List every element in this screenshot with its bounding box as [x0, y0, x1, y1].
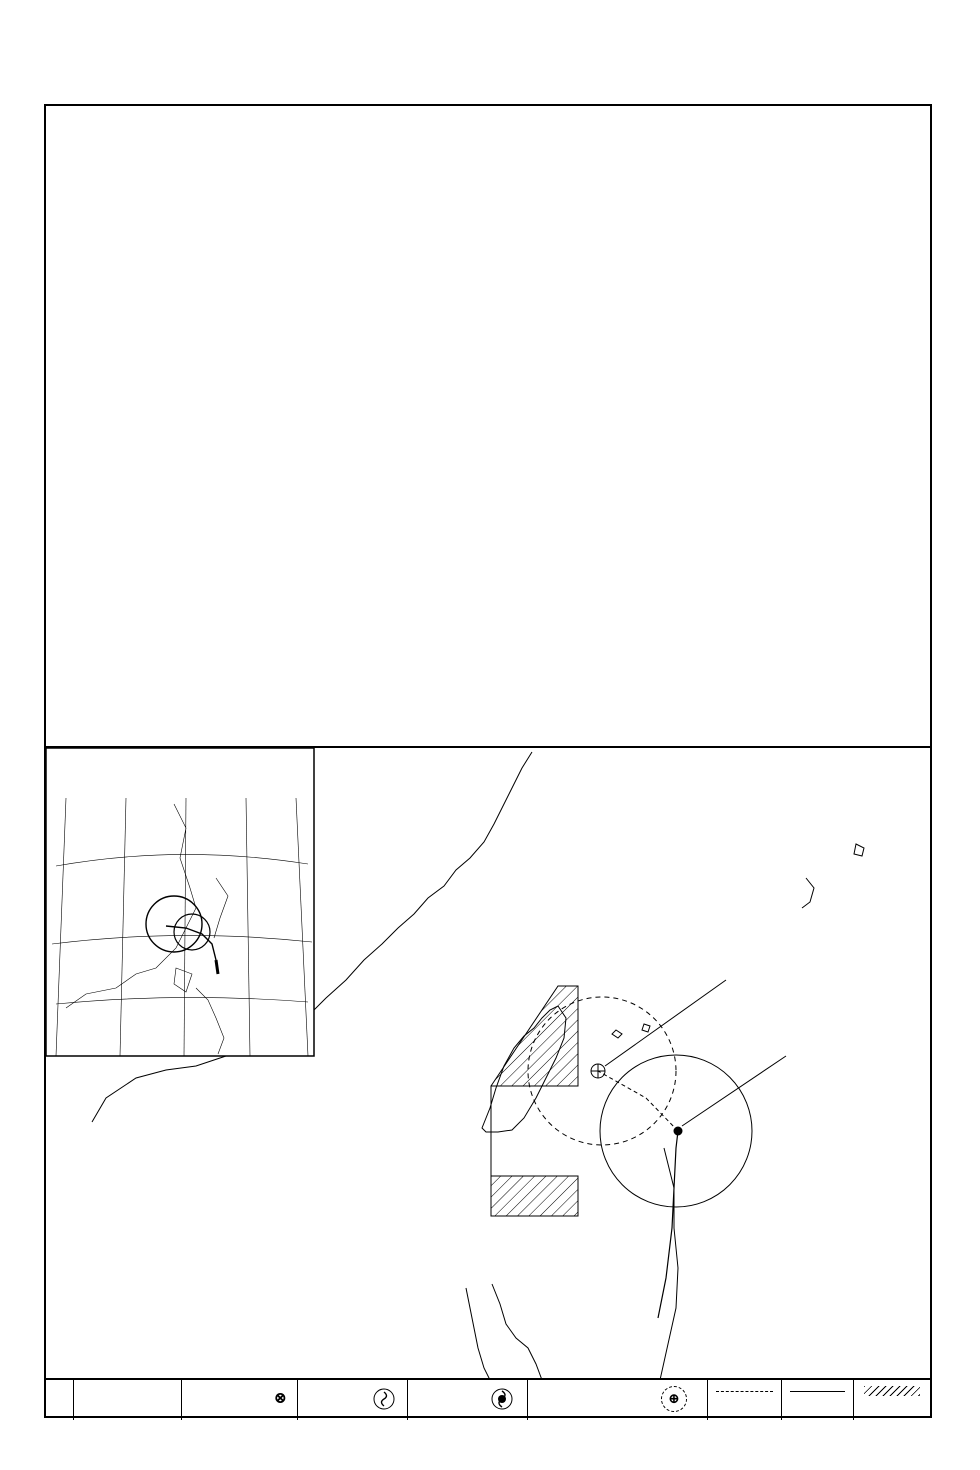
info-row-forecast	[54, 365, 204, 383]
legend-current-center	[74, 1380, 182, 1420]
current-center	[674, 1127, 682, 1135]
info-row-intensity	[54, 114, 204, 132]
info-row-speed	[54, 270, 204, 288]
dashed-line-icon	[716, 1391, 773, 1392]
forecast-track	[598, 1071, 678, 1131]
inset-map	[46, 748, 314, 1056]
info-row-alert	[54, 520, 204, 538]
hatch-icon	[864, 1386, 920, 1396]
legend-tropical-depression	[182, 1380, 298, 1420]
info-row-radius	[54, 239, 204, 257]
solid-line-icon	[790, 1391, 845, 1392]
legend	[46, 1378, 930, 1420]
warning-frame	[44, 104, 932, 1418]
info-row-gust	[54, 334, 204, 352]
legend-forecast-track	[708, 1380, 782, 1420]
forecast-center-icon: ⊕	[661, 1386, 687, 1412]
legend-mild-typhoon	[298, 1380, 408, 1420]
info-row-pressure	[54, 146, 204, 164]
legend-strong-typhoon	[408, 1380, 528, 1420]
track-map	[46, 746, 930, 1380]
warning-info	[46, 106, 930, 748]
strong-typhoon-icon	[491, 1388, 513, 1410]
legend-past-track	[782, 1380, 854, 1420]
legend-forecast-center	[528, 1380, 708, 1420]
legend-title	[46, 1380, 74, 1420]
info-row-position	[54, 178, 204, 196]
info-row-dynamics	[54, 427, 204, 445]
mild-typhoon-icon	[373, 1388, 395, 1410]
track-map-svg	[46, 748, 930, 1380]
past-track	[658, 1131, 678, 1318]
legend-warning-area	[854, 1380, 930, 1420]
info-row-max-wind	[54, 302, 204, 320]
depression-icon: ⊗	[273, 1388, 287, 1407]
